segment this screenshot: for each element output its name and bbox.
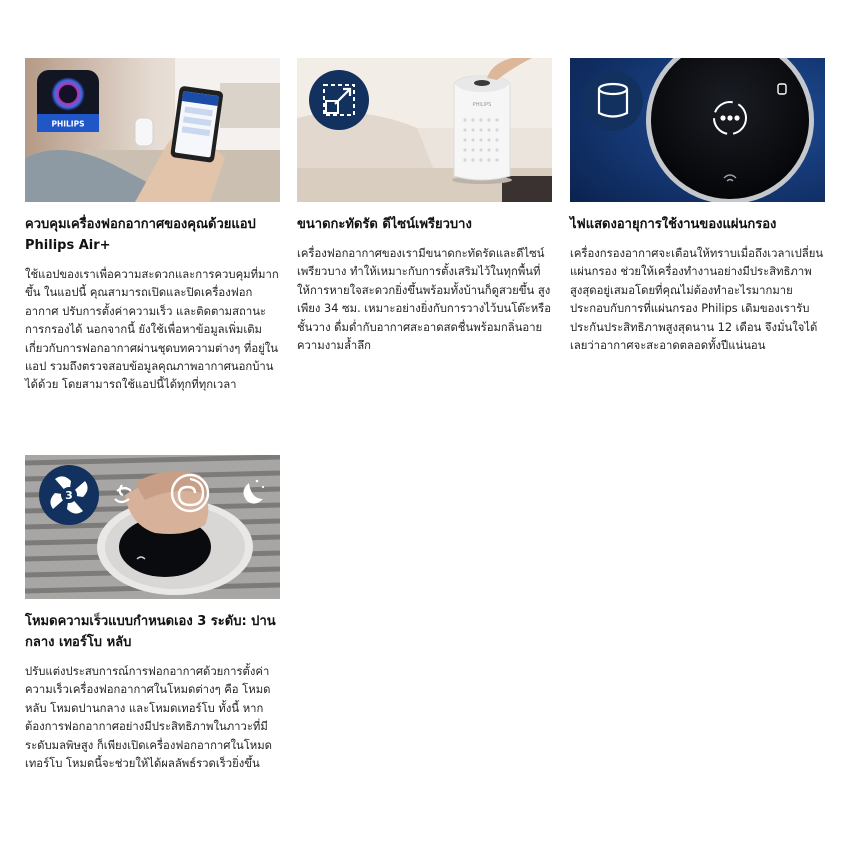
feature-title: ขนาดกะทัดรัด ดีไซน์เพรียวบาง xyxy=(297,217,472,232)
product-brand-mark: PHILIPS xyxy=(472,102,492,108)
philips-air-app-icon xyxy=(37,70,99,132)
feature-description: เครื่องฟอกอากาศของเรามีขนาดกะทัดรัดและดีไซน์เพรียวบาง ทำให้เหมาะกับการตั้งเสริมไว้ในทุกพื้นที่ ให้การหายใจสะดวกยิ่งขึ้นพร้อมทั้งบ้านก็ดูสวยขึ้น สูงเพียง 34 ซม. เหมาะอย่างยิ่งกับการวางไว้บนโต๊ะหรือชั้นวาง ดื่มด่ำกับอากาศสะอาดสดชื่นพร้อมกลิ่นอายความงามล้ำลึก xyxy=(297,247,552,353)
philips-logo-text: PHILIPS xyxy=(51,119,85,129)
feature-description: เครื่องกรองอากาศจะเตือนให้ทราบเมื่อถึงเวลาเปลี่ยนแผ่นกรอง ช่วยให้เครื่องทำงานอย่างมีประสิทธิภาพสูงสุดอยู่เสมอโดยที่คุณไม่ต้องทำอะไรมากมาย ประกอบกับการที่แผ่นกรอง Philips เดิมของเรารับประกันประสิทธิภาพสูงสุดนาน 12 เดือน จึงมั่นใจได้เลยว่าอากาศจะสะอาดตลอดทั้งปีแน่นอน xyxy=(570,247,824,353)
feature-description: ปรับแต่งประสบการณ์การฟอกอากาศด้วยการตั้งค่าความเร็วเครื่องฟอกอากาศในโหมดต่างๆ คือ โหมดหลับ โหมดปานกลาง และโหมดเทอร์โบ ทั้งนี้ หากต้องการฟอกอากาศอย่างมีประสิทธิภาพในภาวะที่มีระดับมลพิษสูง ก็เพียงเปิดเครื่องฟอกอากาศในโหมดเทอร์โบ โหมดนี้จะช่วยให้ได้ผลลัพธ์รวดเร็วยิ่งขึ้น xyxy=(25,665,272,771)
feature-description: ใช้แอปของเราเพื่อความสะดวกและการควบคุมที่มากขึ้น ในแอปนี้ คุณสามารถเปิดและปิดเครื่องฟอกอากาศ ปรับการตั้งค่าความเร็ว และติดตามสถานะการกรองได้ นอกจากนี้ ยังใช้เพื่อหาข้อมูลเพิ่มเติมเกี่ยวกับการฟอกอากาศผ่านชุดบทความต่างๆ ที่อยู่ในแอป รวมถึงตรวจสอบข้อมูลคุณภาพอากาศนอกบ้านได้ด้วย โดยสามารถใช้แอปนี้ได้ทุกที่ทุกเวลา xyxy=(25,268,279,392)
feature-title: โหมดความเร็วแบบกำหนดเอง 3 ระดับ: ปานกลาง เทอร์โบ หลับ xyxy=(25,614,276,650)
feature-card-compact-design xyxy=(297,58,552,355)
feature-card-app-control xyxy=(25,58,280,395)
feature-card-filter-indicator xyxy=(570,58,825,355)
app-scene-illustration xyxy=(25,58,280,202)
feature-title: ควบคุมเครื่องฟอกอากาศของคุณด้วยแอป Philips Air+ xyxy=(25,217,256,253)
speed-scene-illustration xyxy=(25,455,280,599)
compact-resize-icon xyxy=(309,70,369,130)
fan-speed-badge: 3 xyxy=(65,489,73,502)
compact-scene-illustration xyxy=(297,58,552,202)
feature-image-compact xyxy=(297,58,552,202)
feature-title: ไฟแสดงอายุการใช้งานของแผ่นกรอง xyxy=(570,217,777,232)
feature-image-filter xyxy=(570,58,825,202)
filter-scene-illustration xyxy=(570,58,825,202)
feature-image-speed xyxy=(25,455,280,599)
air-purifier-product xyxy=(452,76,512,184)
fan-speed-icon xyxy=(39,465,99,525)
filter-cylinder-icon xyxy=(583,71,643,131)
feature-card-speed-modes xyxy=(25,455,280,773)
feature-image-app xyxy=(25,58,280,202)
